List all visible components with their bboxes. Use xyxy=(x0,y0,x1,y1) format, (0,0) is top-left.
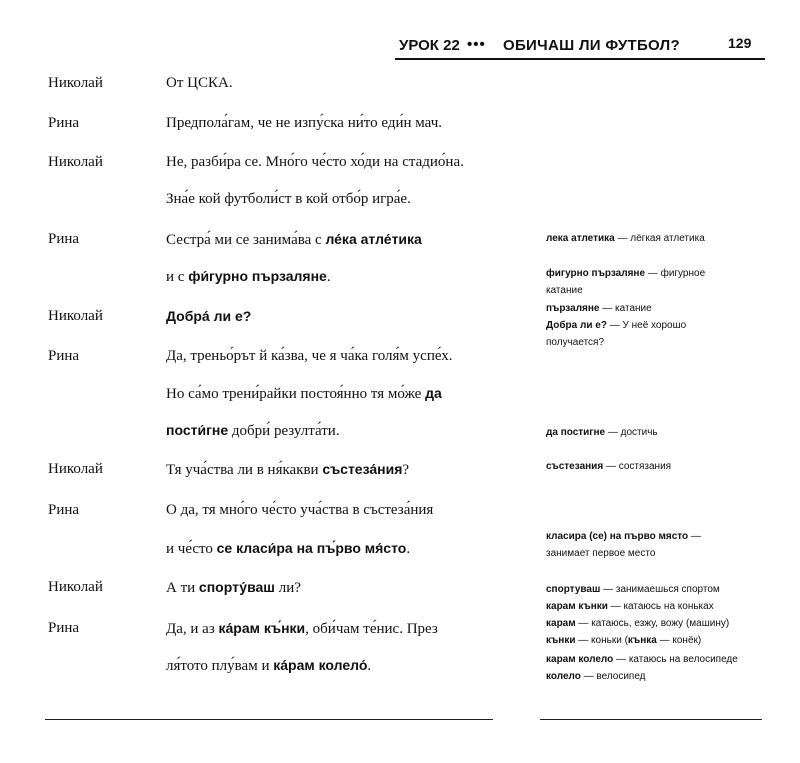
bold-term: ка́рам къ́нки xyxy=(218,620,306,636)
text-segment: Но са́мо трени́райки постоя́нно тя мо́же xyxy=(166,386,426,402)
text-segment: Да, и аз xyxy=(166,621,219,637)
text-segment: , оби́чам те́нис. През xyxy=(305,621,438,637)
speaker-name: Рина xyxy=(48,620,80,636)
glossary-entry xyxy=(546,668,776,685)
text-segment: Сестра́ ми се занима́ва с xyxy=(166,232,326,248)
dialogue-line xyxy=(166,540,410,558)
text-segment: ля́тото плу́вам и xyxy=(166,658,274,674)
glossary-entry xyxy=(546,632,776,649)
text-segment: — катаюсь, езжу, вожу (машину) xyxy=(575,618,730,629)
dialogue-line xyxy=(166,231,422,249)
bold-term: кънки xyxy=(546,635,576,646)
text-segment: Зна́е кой футболи́ст в кой отбо́р игра́е. xyxy=(166,191,411,207)
lesson-number: УРОК 22 xyxy=(399,37,460,54)
glossary-line xyxy=(546,598,776,615)
text-segment: — катаюсь на коньках xyxy=(607,601,714,612)
glossary-line xyxy=(546,265,776,282)
glossary-entry xyxy=(546,424,776,441)
dialogue-line xyxy=(166,154,464,171)
text-segment: — конёк) xyxy=(656,635,702,646)
bold-term: пости́гне xyxy=(166,422,229,438)
glossary-entry xyxy=(546,317,776,351)
text-segment: — занимаешься спортом xyxy=(600,584,720,595)
speaker-name: Николай xyxy=(48,461,103,477)
text-segment: . xyxy=(326,269,331,285)
glossary-entry xyxy=(546,458,776,475)
bold-term: състезания xyxy=(546,461,604,472)
text-segment: — лёгкая атлетика xyxy=(614,233,705,244)
dialogue-line xyxy=(166,308,251,326)
text-segment: От ЦСКА. xyxy=(166,75,233,91)
bold-term: Добра́ ли е? xyxy=(166,308,252,324)
glossary-line xyxy=(546,615,776,632)
dialogue-line xyxy=(166,461,409,479)
bold-term: ле́ка атле́тика xyxy=(325,231,422,247)
bold-term: лека атлетика xyxy=(546,233,615,244)
footer-rule-left xyxy=(45,719,493,720)
glossary-line xyxy=(546,317,776,334)
text-segment: — xyxy=(688,531,701,542)
text-segment: — велосипед xyxy=(580,671,646,682)
text-segment: — катание xyxy=(599,303,652,314)
text-segment: — фигурное xyxy=(645,268,706,279)
speaker-name: Рина xyxy=(48,348,80,364)
text-segment: Да, треньо́рът й ка́зва, че я ча́ка голя́м успе́х. xyxy=(166,348,453,364)
bold-term: колело xyxy=(546,671,581,682)
glossary-line xyxy=(546,230,776,247)
glossary-line xyxy=(546,334,776,351)
text-segment: катание xyxy=(546,285,583,296)
lesson-title: ОБИЧАШ ЛИ ФУТБОЛ? xyxy=(503,37,680,54)
bold-term: кънка xyxy=(627,635,657,646)
header-dots: ••• xyxy=(467,36,486,53)
bold-term: фи́гурно пързаляне xyxy=(188,268,327,284)
text-segment: Тя уча́ства ли в ня́какви xyxy=(166,462,323,478)
bold-term: Добра ли е? xyxy=(546,320,607,331)
glossary-entry xyxy=(546,581,776,598)
text-segment: Предпола́гам, че не изпу́ска ни́то еди́н мач. xyxy=(166,115,442,131)
text-segment: ли? xyxy=(274,580,301,596)
text-segment: и че́сто xyxy=(166,541,217,557)
bold-term: карам кънки xyxy=(546,601,608,612)
dialogue-line xyxy=(166,385,442,403)
glossary-entry xyxy=(546,598,776,615)
text-segment: . xyxy=(367,658,372,674)
glossary-line xyxy=(546,632,776,649)
text-segment: ? xyxy=(402,462,410,478)
dialogue-line xyxy=(166,75,233,92)
text-segment: — У неё хорошо xyxy=(606,320,687,331)
speaker-name: Николай xyxy=(48,75,103,91)
glossary-line xyxy=(546,581,776,598)
glossary-line xyxy=(546,668,776,685)
text-segment: получается? xyxy=(546,337,605,348)
dialogue-line xyxy=(166,268,331,286)
bold-term: спорту́ваш xyxy=(198,579,275,595)
dialogue-line xyxy=(166,579,301,597)
speaker-name: Рина xyxy=(48,502,80,518)
speaker-name: Николай xyxy=(48,308,103,324)
bold-term: да xyxy=(425,385,442,401)
dialogue-line xyxy=(166,620,438,638)
text-segment: — катаюсь на велосипеде xyxy=(613,654,738,665)
text-segment: занимает первое место xyxy=(546,548,656,559)
glossary-line xyxy=(546,651,776,668)
dialogue-line xyxy=(166,348,453,365)
speaker-name: Николай xyxy=(48,154,103,170)
text-segment: — состязания xyxy=(603,461,672,472)
bold-term: състеза́ния xyxy=(322,461,403,477)
speaker-name: Николай xyxy=(48,579,103,595)
glossary-line xyxy=(546,300,776,317)
bold-term: ка́рам колело́ xyxy=(273,657,368,673)
glossary-line xyxy=(546,528,776,545)
bold-term: карам колело xyxy=(546,654,614,665)
text-segment: А ти xyxy=(166,580,199,596)
bold-term: се класи́ра на пъ́рво мя́сто xyxy=(216,540,407,556)
glossary-entry xyxy=(546,651,776,668)
text-segment: . xyxy=(406,541,411,557)
header-rule xyxy=(395,58,765,60)
glossary-entry xyxy=(546,300,776,317)
dialogue-line xyxy=(166,422,340,440)
dialogue-line xyxy=(166,115,442,132)
speaker-name: Рина xyxy=(48,115,80,131)
text-segment: — достичь xyxy=(605,427,658,438)
footer-rule-right xyxy=(540,719,762,720)
glossary-line xyxy=(546,458,776,475)
text-segment: добри́ резулта́ти. xyxy=(228,423,340,439)
page-number: 129 xyxy=(728,35,752,51)
text-segment: О да, тя мно́го че́сто уча́ства в състеза́ния xyxy=(166,502,434,518)
bold-term: фигурно пързаляне xyxy=(546,268,646,279)
bold-term: да постигне xyxy=(546,427,606,438)
glossary-entry xyxy=(546,615,776,632)
bold-term: спортуваш xyxy=(546,584,601,595)
glossary-entry xyxy=(546,265,776,299)
text-segment: и с xyxy=(166,269,189,285)
bold-term: класира (се) на първо място xyxy=(546,531,689,542)
speaker-name: Рина xyxy=(48,231,80,247)
bold-term: карам xyxy=(546,618,576,629)
glossary-line xyxy=(546,282,776,299)
bold-term: пързаляне xyxy=(546,303,600,314)
glossary-line xyxy=(546,545,776,562)
glossary-entry xyxy=(546,230,776,247)
glossary-line xyxy=(546,424,776,441)
text-segment: Не, разби́ра се. Мно́го че́сто хо́ди на стадио́на. xyxy=(166,154,464,170)
dialogue-line xyxy=(166,657,371,675)
glossary-entry xyxy=(546,528,776,562)
dialogue-line xyxy=(166,191,411,208)
text-segment: — коньки ( xyxy=(575,635,628,646)
page-header xyxy=(395,37,765,59)
dialogue-line xyxy=(166,502,433,519)
